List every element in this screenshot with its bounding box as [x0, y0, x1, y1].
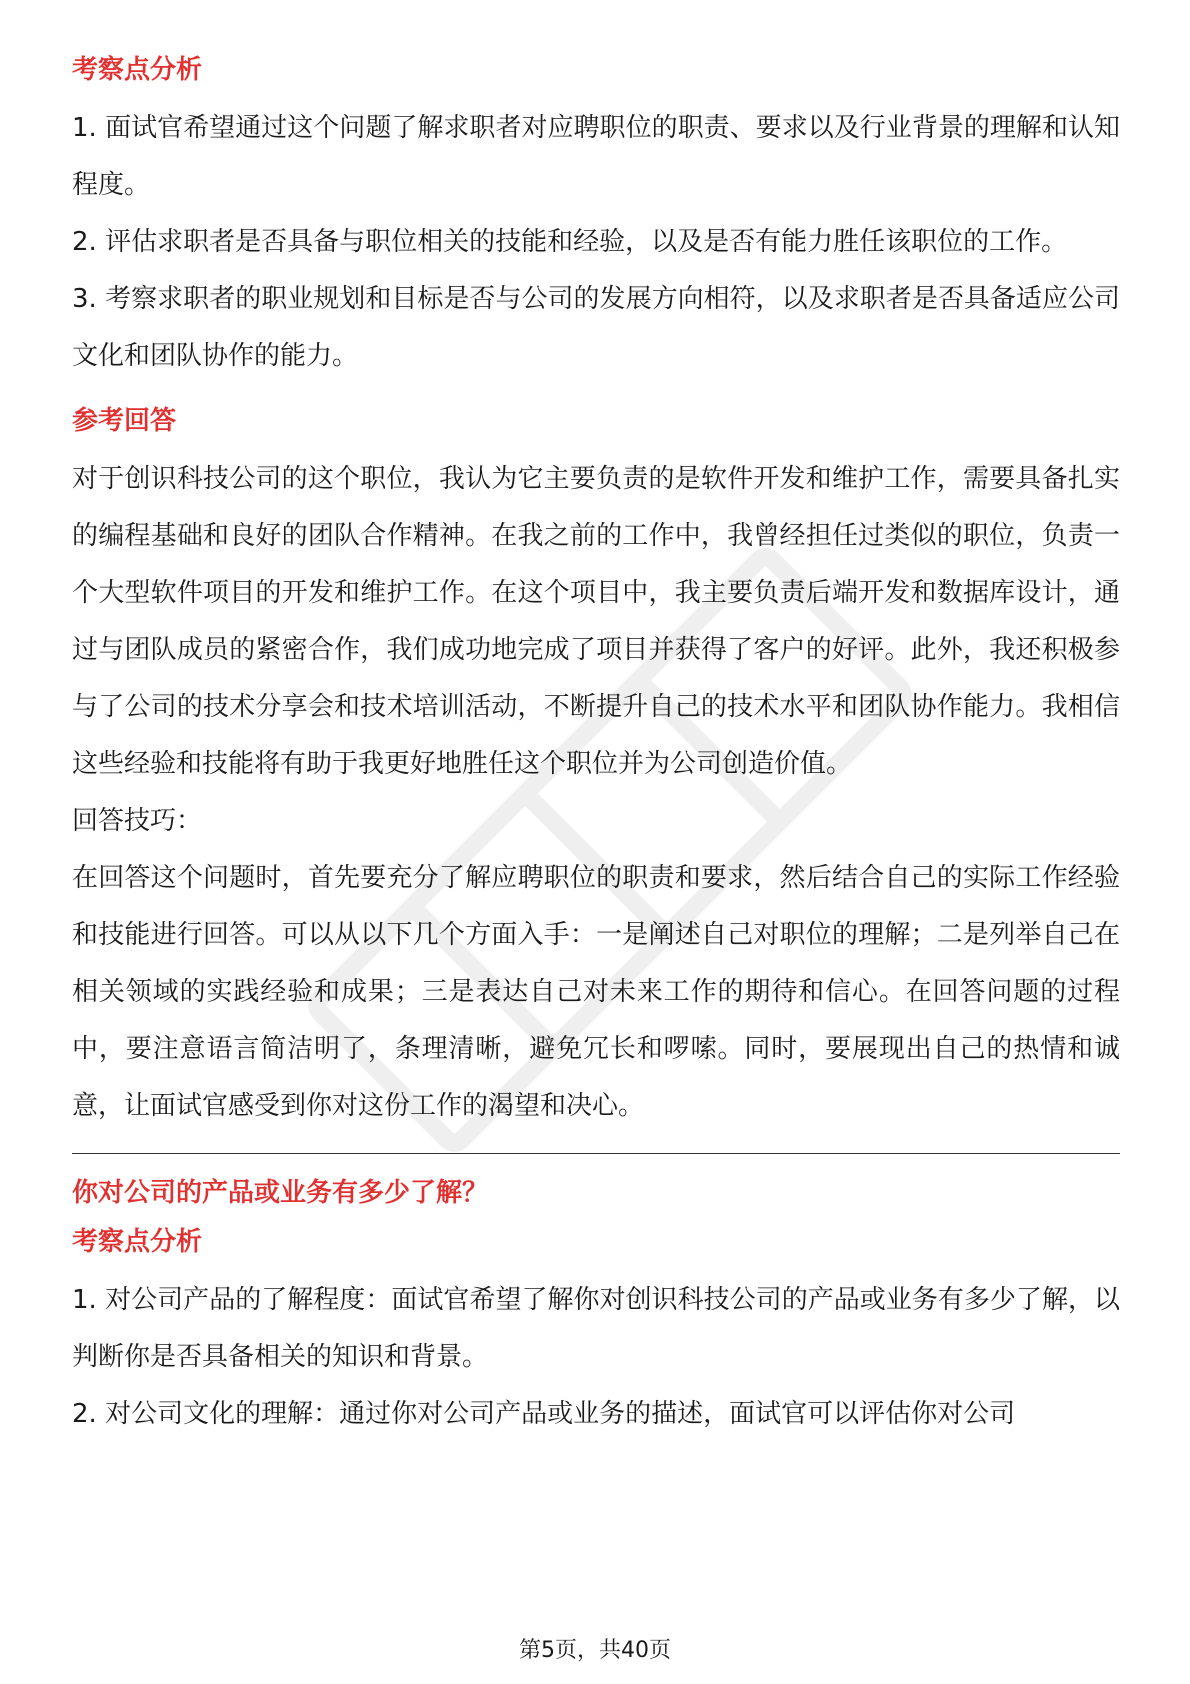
- analysis-heading-2: 考察点分析: [72, 1227, 203, 1257]
- analysis-point-2-1: 1. 对公司产品的了解程度：面试官希望了解你对创识科技公司的产品或业务有多少了解，以判断你是否具备相关的知识和背景。: [72, 1285, 1120, 1372]
- document-page: [72, 50, 1120, 1443]
- tips-text: 在回答这个问题时，首先要充分了解应聘职位的职责和要求，然后结合自己的实际工作经验和技能进行回答。可以从以下几个方面入手：一是阐述自己对职位的理解；二是列举自己在相关领域的实践经验和成果；三是表达自己对未来工作的期待和信心。在回答问题的过程中，要注意语言简洁明了，条理清晰，避免冗长和啰嗦。同时，要展现出自己的热情和诚意，让面试官感受到你对这份工作的渴望和决心。: [72, 863, 1120, 1121]
- section-divider: [72, 1153, 1120, 1154]
- answer-heading: 参考回答: [72, 406, 177, 436]
- analysis-heading: 考察点分析: [72, 55, 203, 85]
- answer-text: 对于创识科技公司的这个职位，我认为它主要负责的是软件开发和维护工作，需要具备扎实的编程基础和良好的团队合作精神。在我之前的工作中，我曾经担任过类似的职位，负责一个大型软件项目的开发和维护工作。在这个项目中，我主要负责后端开发和数据库设计，通过与团队成员的紧密合作，我们成功地完成了项目并获得了客户的好评。此外，我还积极参与了公司的技术分享会和技术培训活动，不断提升自己的技术水平和团队协作能力。我相信这些经验和技能将有助于我更好地胜任这个职位并为公司创造价值。: [72, 464, 1120, 779]
- question-title: 你对公司的产品或业务有多少了解？: [72, 1178, 489, 1208]
- tips-label: 回答技巧：: [72, 806, 203, 836]
- analysis-point-3: 3. 考察求职者的职业规划和目标是否与公司的发展方向相符，以及求职者是否具备适应公司文化和团队协作的能力。: [72, 284, 1120, 371]
- page-footer: 第5页，共40页: [519, 1638, 671, 1663]
- analysis-point-1: 1. 面试官希望通过这个问题了解求职者对应聘职位的职责、要求以及行业背景的理解和认知程度。: [72, 113, 1120, 200]
- analysis-point-2-2: 2. 对公司文化的理解：通过你对公司产品或业务的描述，面试官可以评估你对公司: [72, 1399, 1016, 1429]
- analysis-point-2: 2. 评估求职者是否具备与职位相关的技能和经验，以及是否有能力胜任该职位的工作。: [72, 227, 1068, 257]
